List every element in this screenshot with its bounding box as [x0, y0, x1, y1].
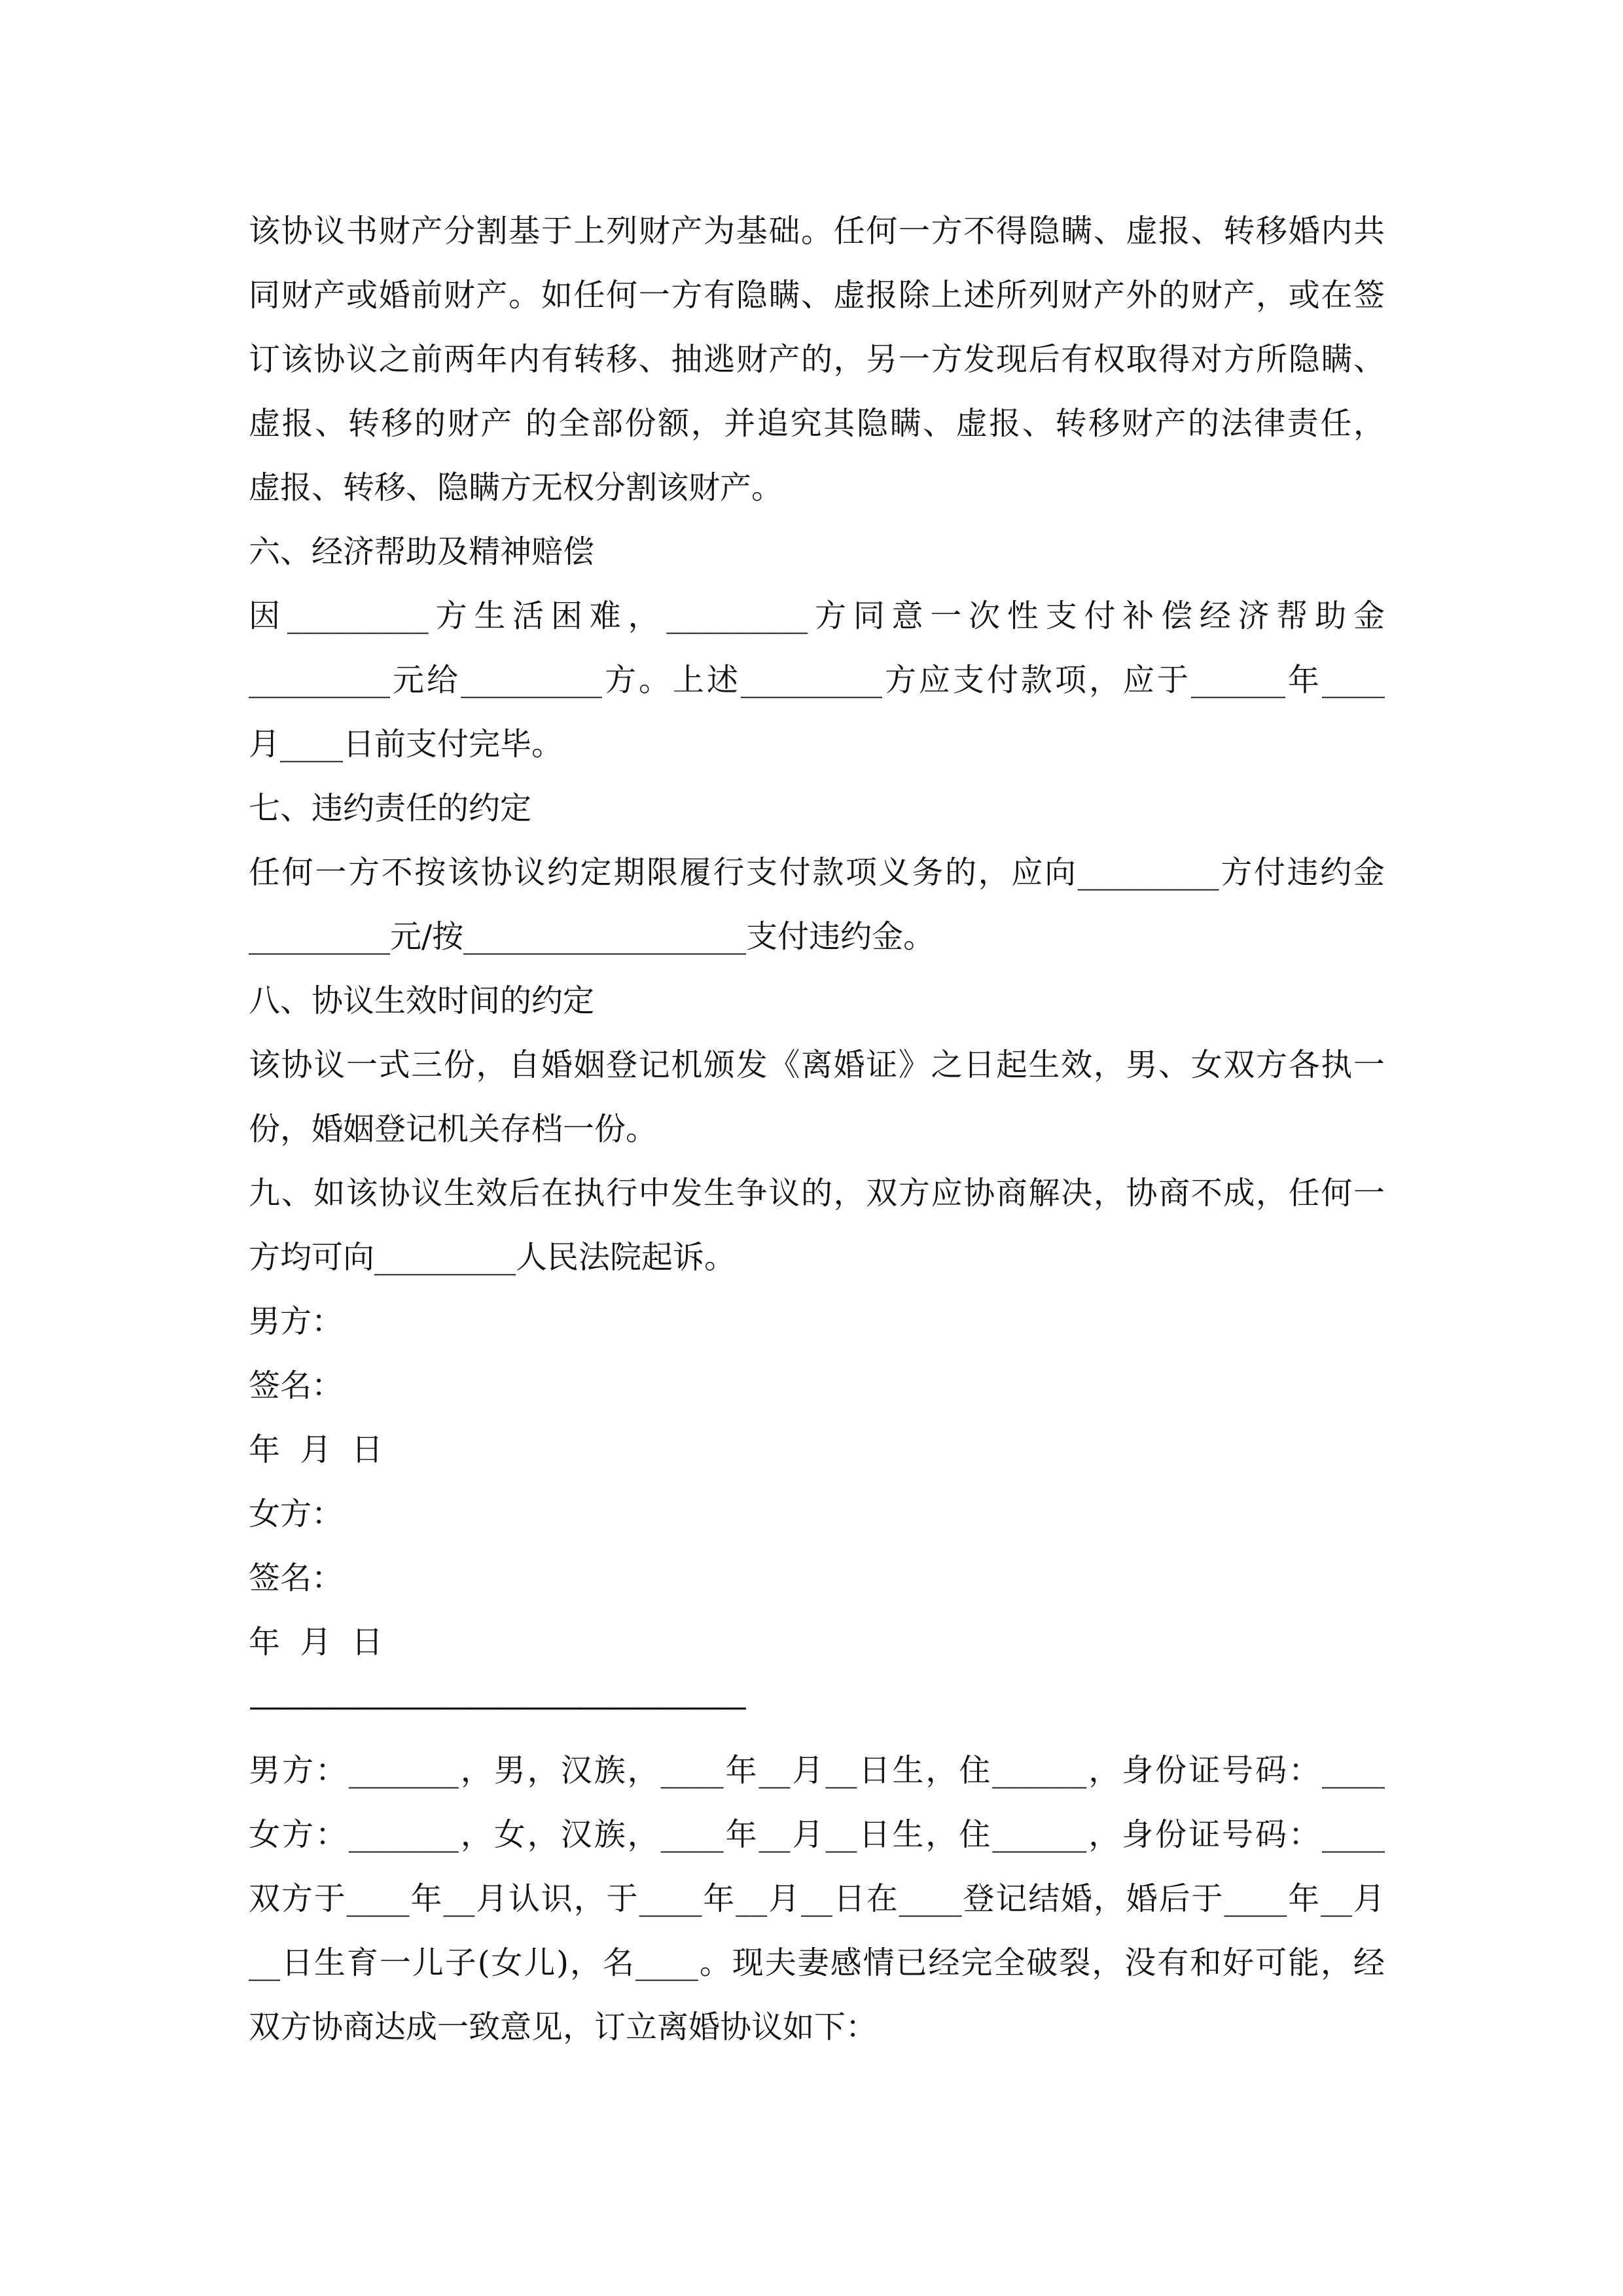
- paragraph-line: 该协议一式三份，自婚姻登记机颁发《离婚证》之日起生效，男、女双方各执一: [249, 1047, 1385, 1083]
- paragraph-line: 双方于____年__月认识，于____年__月__日在____登记结婚，婚后于____年__月: [249, 1880, 1385, 1917]
- paragraph-line: 月____日前支付完毕。: [249, 726, 563, 762]
- signature-label: 签名：: [249, 1560, 344, 1596]
- paragraph-line: 订该协议之前两年内有转移、抽逃财产的，另一方发现后有权取得对方所隐瞒、: [249, 341, 1385, 378]
- separator-rule: ——————————————————: [249, 1688, 743, 1725]
- paragraph-line: _________元/按__________________支付违约金。: [249, 918, 935, 955]
- paragraph-line: 双方协商达成一致意见，订立离婚协议如下：: [249, 2009, 878, 2045]
- paragraph-line: 份，婚姻登记机关存档一份。: [249, 1111, 658, 1147]
- paragraph-line: __日生育一儿子(女儿)，名____。现夫妻感情已经完全破裂，没有和好可能，经: [249, 1945, 1385, 1981]
- paragraph-line: 女方：_______，女，汉族，____年__月__日生，住______，身份证号码：____: [249, 1816, 1385, 1853]
- paragraph-line: 因_________方生活困难，_________方同意一次性支付补偿经济帮助金: [249, 598, 1385, 634]
- section-heading-6: 六、经济帮助及精神赔偿: [249, 533, 595, 570]
- signature-male-label: 男方：: [249, 1303, 344, 1340]
- section-heading-7: 七、违约责任的约定: [249, 790, 532, 827]
- paragraph-line: 任何一方不按该协议约定期限履行支付款项义务的，应向_________方付违约金: [249, 854, 1385, 891]
- paragraph-line: 该协议书财产分割基于上列财产为基础。任何一方不得隐瞒、虚报、转移婚内共: [249, 213, 1385, 249]
- paragraph-line: 方均可向_________人民法院起诉。: [249, 1239, 736, 1276]
- document-page: [249, 199, 1385, 2059]
- paragraph-line: 虚报、转移的财产 的全部份额，并追究其隐瞒、虚报、转移财产的法律责任，: [249, 405, 1385, 442]
- section-heading-8: 八、协议生效时间的约定: [249, 982, 595, 1019]
- signature-female-label: 女方：: [249, 1496, 344, 1532]
- section-heading-9: 九、如该协议生效后在执行中发生争议的，双方应协商解决，协商不成，任何一: [249, 1175, 1385, 1211]
- signature-date: 年 月 日: [249, 1431, 383, 1468]
- signature-label: 签名：: [249, 1367, 344, 1404]
- paragraph-line: 同财产或婚前财产。如任何一方有隐瞒、虚报除上述所列财产外的财产，或在签: [249, 277, 1385, 314]
- signature-date: 年 月 日: [249, 1624, 383, 1660]
- paragraph-line: _________元给_________方。上述_________方应支付款项，应于______年____: [249, 662, 1385, 698]
- paragraph-line: 男方：_______，男，汉族，____年__月__日生，住______，身份证号码：____: [249, 1752, 1385, 1789]
- paragraph-line: 虚报、转移、隐瞒方无权分割该财产。: [249, 469, 783, 506]
